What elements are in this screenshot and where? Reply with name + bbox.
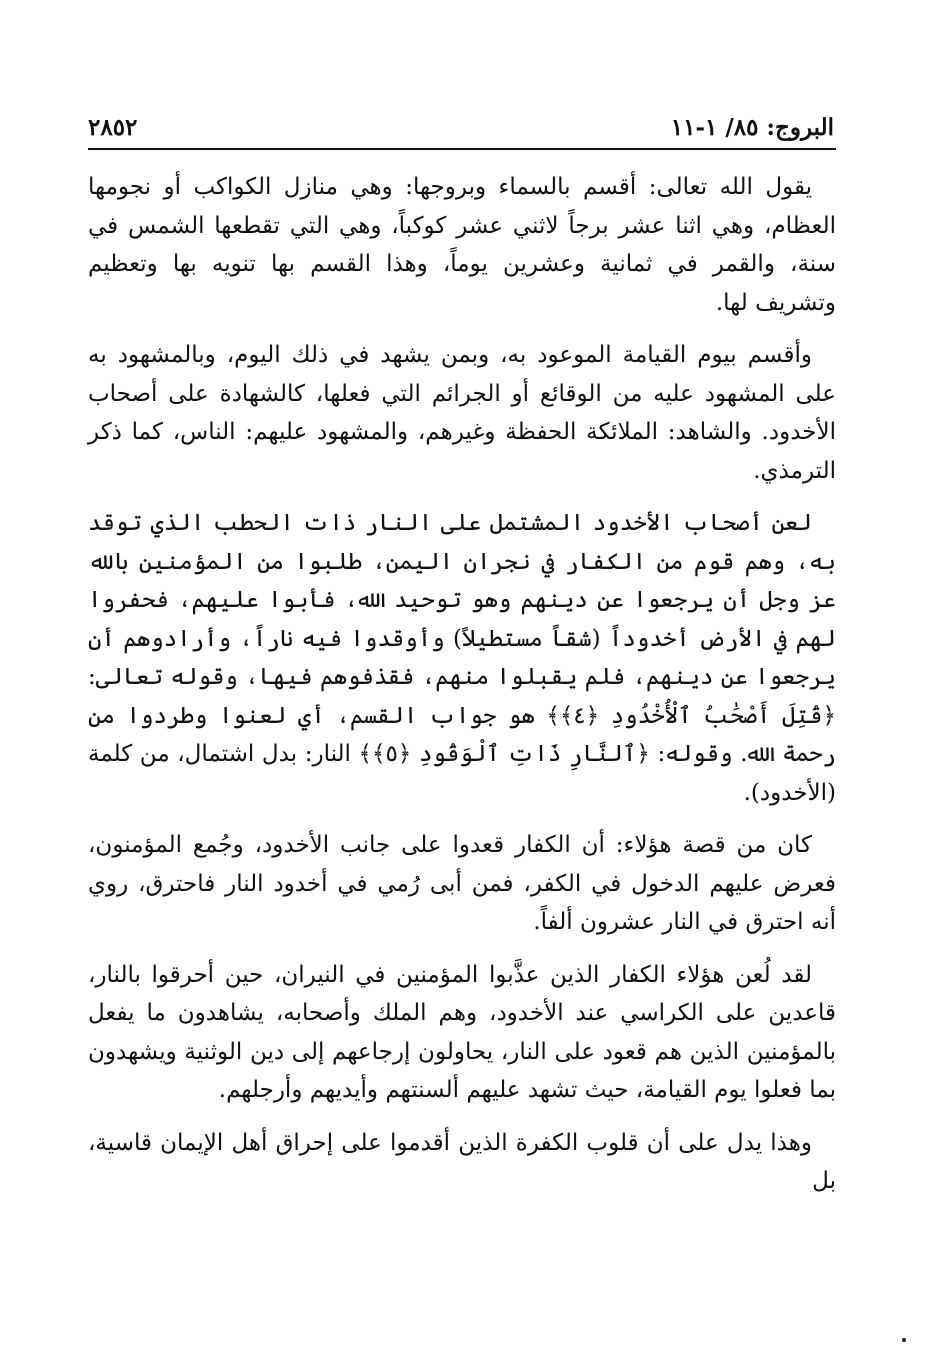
paragraph-heavens: يقول الله تعالى: أقسم بالسماء وبروجها: وهي منازل الكواكب أو نجومها العظام، وهي اثنا عشر برجاً لاثني عشر كوكباً، وهي التي تقطعها الشمس في سنة، والقمر في ثمانية وعشرين يوماً، وهذا القسم بها تنويه بها وتعظيم وتشريف لها. xyxy=(88,174,836,316)
body-text xyxy=(88,168,836,1201)
page-header xyxy=(88,108,836,150)
paragraph-cursed-disbelievers: لقد لُعن هؤلاء الكفار الذين عذَّبوا المؤمنين في النيران، حين أحرقوا بالنار، قاعدين على الكراسي عند الأخدود، وهم الملك وأصحابه، يشاهدون ما يفعل بالمؤمنين الذين هم قعود على النار، يحاولون إرجاعهم إلى دين الوثنية ويشهدون بما فعلوا يوم القيامة، حيث تشهد عليهم ألسنتهم وأيديهم وأرجلهم. xyxy=(88,961,836,1103)
paragraph-their-story: كان من قصة هؤلاء: أن الكفار قعدوا على جانب الأخدود، وجُمع المؤمنون، فعرض عليهم الدخول في الكفر، فمن أبى رُمي في أخدود النار فاحترق، روي أنه احترق في النار عشرون ألفاً. xyxy=(88,832,836,935)
running-title: البروج: ٨٥/ ١-١١ xyxy=(670,114,834,141)
paragraph-people-of-the-ditch: لعن أصحاب الأخدود المشتمل على النار ذات الحطب الذي توقد به، وهم قوم من الكفار في نجران اليمن، طلبوا من المؤمنين بالله عز وجل أن يرجعوا عن دينهم وهو توحيد الله، فأبوا عليهم، فحفروا لهم في الأرض أخدوداً (شقاً مستطيلاً) وأوقدوا فيه ناراً، وأرادوهم أن يرجعوا عن دينهم، فلم يقبلوا منهم، فقذفوهم فيها، وقوله تعالى: ﴿قُتِلَ أَصْحَٰبُ ٱلْأُخْدُودِ ﴿٤﴾﴾ هو جواب القسم، أي لعنوا وطردوا من رحمة الله. وقوله: ﴿ٱلنَّارِ ذَاتِ ٱلْوَقُودِ ﴿٥﴾﴾ النار: بدل اشتمال، من كلمة (الأخدود). xyxy=(88,510,836,806)
paragraph-day-of-judgment: وأقسم بيوم القيامة الموعود به، وبمن يشهد في ذلك اليوم، وبالمشهود به على المشهود عليه من الوقائع أو الجرائم التي فعلها، كالشهادة على أصحاب الأخدود. والشاهد: الملائكة الحفظة وغيرهم، والمشهود عليهم: الناس، كما ذكر الترمذي. xyxy=(88,342,836,484)
book-page xyxy=(88,108,836,1215)
page-number: ٢٨٥٢ xyxy=(88,114,138,141)
scan-speck xyxy=(902,1338,906,1342)
paragraph-hard-hearts: وهذا يدل على أن قلوب الكفرة الذين أقدموا على إحراق أهل الإيمان قاسية، بل xyxy=(88,1129,836,1194)
